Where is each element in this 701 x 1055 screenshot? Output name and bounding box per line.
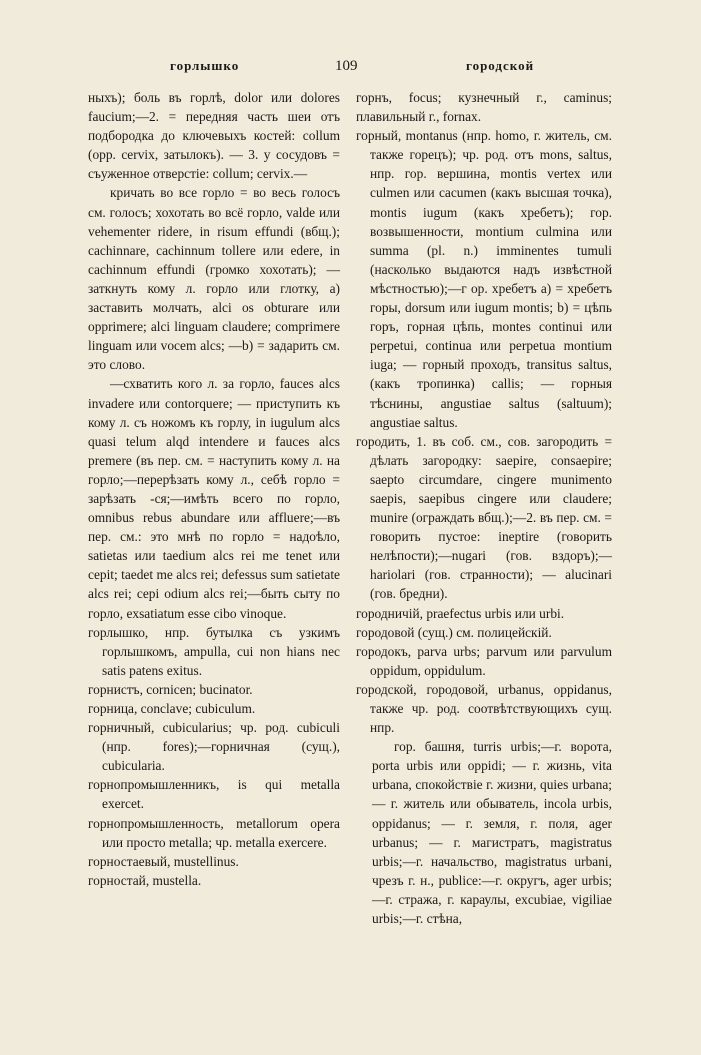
dictionary-entry: горнопромышленность, metallorum opera или просто metalla; чр. metalla exercere. bbox=[88, 815, 340, 850]
dictionary-entry: горнопромышленникъ, is qui metalla exercet. bbox=[88, 777, 340, 812]
dictionary-entry: горный, montanus (нпр. homo, г. житель, см. также горецъ); чр. род. отъ mons, saltus, нпр. гор. вершина, montis vertex или culmen или cacumen (какъ высшая точка), montis iugum (какъ хребетъ); гор. возвышенности, montium culmina или summa (pl. n.) imminentes tumuli (насколько выдаются надъ извѣстной мѣстностью);—г ор. хребетъ a) = хребетъ горы, dorsum или iugum montis; b) = цѣпь горъ, горная цѣпь, montes continui или perpetui, continua или perpetua montium iuga; — горный проходъ, transitus saltus, (какъ тропинка) callis; — горныя тѣснины, angustiae saltus (saltuum); angustiae saltus. bbox=[356, 128, 612, 430]
right-column bbox=[356, 88, 612, 928]
dictionary-entry: городить, 1. въ соб. см., сов. загородить = дѣлать загородку: saepire, consaepire; saepto circumdare, cingere munimento saepis, saepibus cingere или claudere; munire (ограждать вбщ.);—2. въ пер. см. = говорить пустое: ineptire (говорить нелѣпости);—nugari (гов. вздоръ);—hariolari (гов. странности); — alucinari (гов. бредни). bbox=[356, 433, 612, 602]
dictionary-entry: горностай, mustella. bbox=[88, 872, 202, 888]
dictionary-entry: горничный, cubicularius; чр. род. cubiculi (нпр. fores);—горничная (сущ.), cubicularia. bbox=[88, 720, 340, 774]
left-column bbox=[88, 88, 340, 890]
entry-paragraph: —схватить кого л. за горло, fauces alcs invadere или contorquere; — приступить къ кому л. съ ножомъ къ горлу, in iugulum alcs quasi telum alqd intendere и fauces alcs premere (въ пер. см. = наступить кому л. на горло;—перерѣзать кому л., себѣ горло = зарѣзать -ся;—имѣть всего по горло, omnibus rebus abundare или affluere;—въ пер. см.: это мнѣ по горло = надоѣло, satietas или taedium alcs rei me tenet или cepit; taedet me alcs rei; defessus sum satietate alcs rei; cepi odium alcs rei;—быть сыту по горло, exsatiatum esse cibo vinoque. bbox=[88, 376, 340, 621]
entry-paragraph: гор. башня, turris urbis;—г. ворота, porta urbis или oppidi; — г. жизнь, vita urbana, спокойствіе г. жизни, quies urbana; — г. житель или обыватель, incola urbis, oppidanus; — г. земля, г. поля, ager urbanus; — г. магистратъ, magistratus urbis;—г. начальство, magistratus urbani, чрезъ г. н., publice:—г. округъ, ager urbis;—г. стража, г. караулы, excubiae, vigiliae urbis;—г. стѣна, bbox=[372, 739, 612, 927]
entry-continuation: горнъ, focus; кузнечный г., caminus; плавильный г., fornax. bbox=[356, 90, 612, 125]
header-right-guide-word: городской bbox=[466, 58, 535, 73]
dictionary-entry: горнистъ, cornicen; bucinator. bbox=[88, 681, 253, 697]
dictionary-entry: горлышко, нпр. бутылка съ узкимъ горлышкомъ, ampulla, cui non hians nec satis patens exitus. bbox=[88, 624, 340, 678]
dictionary-entry: горностаевый, mustellinus. bbox=[88, 853, 239, 869]
dictionary-entry: горница, conclave; cubiculum. bbox=[88, 701, 256, 716]
entry-paragraph: кричать во все горло = во весь голосъ см. голосъ; хохотать во всё горло, valde или vehementer ridere, in risum effundi (вбщ.); cachinnare, cachinnum tollere или edere, in cachinnum effundi (громко хохотать); — заткнуть кому л. горло или глотку, a) заставить молчать, alci os obturare или opprimere; alci linguam claudere; comprimere linguam или vocem alcs; —b) = задарить см. это слово. bbox=[88, 185, 340, 373]
page-header bbox=[0, 58, 701, 82]
page-number: 109 bbox=[335, 58, 358, 74]
dictionary-entry: городовой (сущ.) см. полицейскій. bbox=[356, 624, 552, 640]
dictionary-entry: городокъ, parva urbs; parvum или parvulum oppidum, oppidulum. bbox=[356, 643, 612, 678]
dictionary-entry: городской, городовой, urbanus, oppidanus, также чр. род. соотвѣтствующихъ сущ. нпр. bbox=[356, 681, 612, 736]
header-left-guide-word: горлышко bbox=[170, 58, 240, 73]
entry-continuation: ныхъ); боль въ горлѣ, dolor или dolores faucium;—2. = передняя часть шеи отъ подбородка до ключевыхъ костей: collum (opp. cervix, затылокъ). — 3. у сосудовъ = съуженное отверстіе: collum; cervix.— bbox=[88, 90, 340, 182]
dictionary-entry: городничій, praefectus urbis или urbi. bbox=[356, 605, 565, 621]
